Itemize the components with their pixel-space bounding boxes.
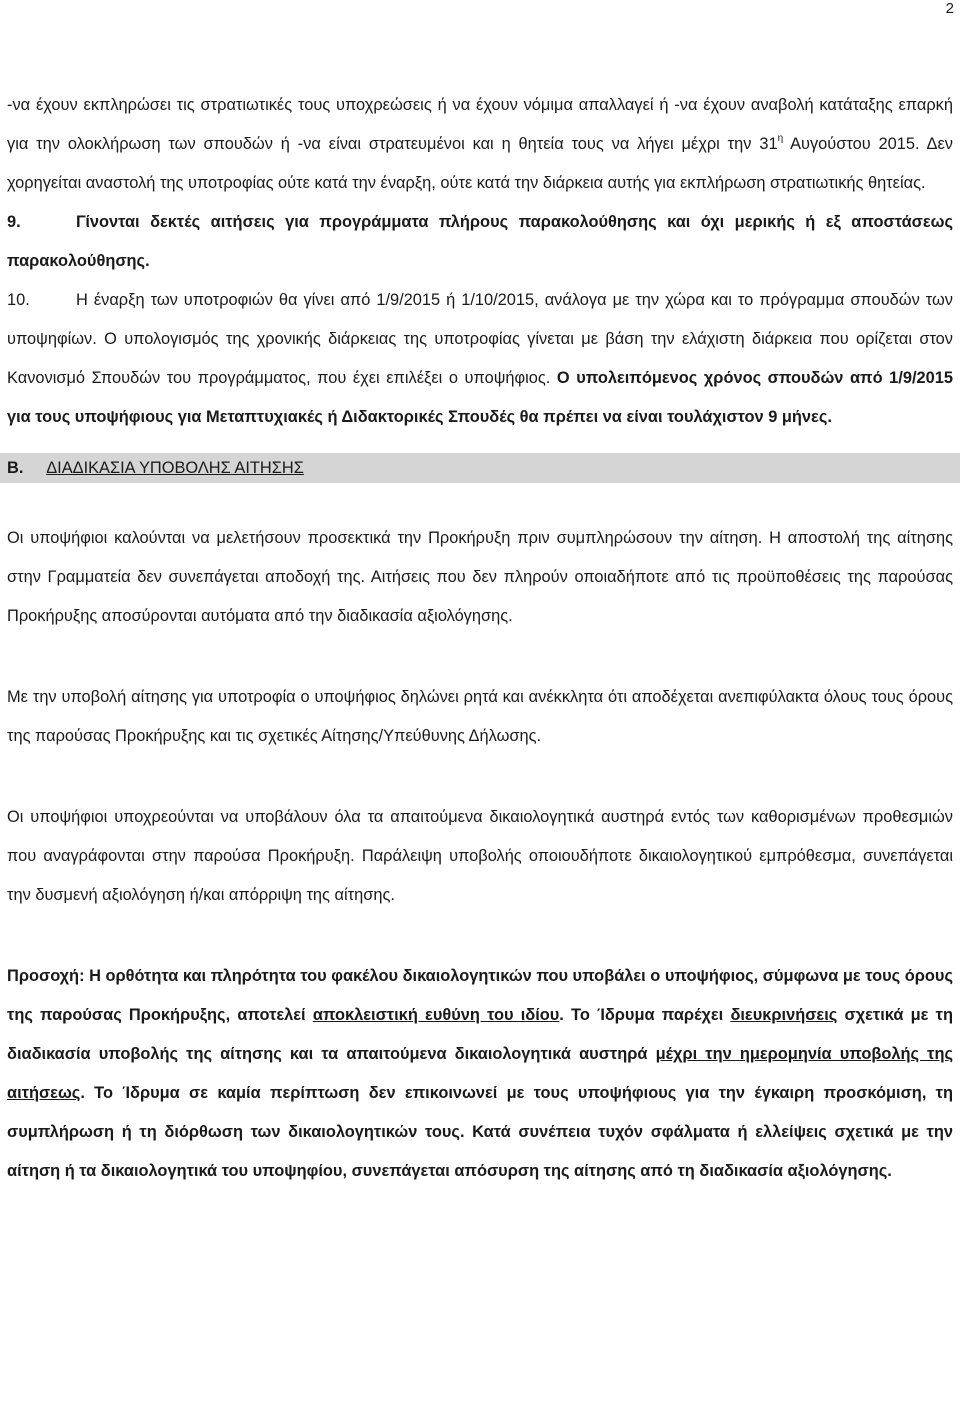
page-number: 2 (945, 0, 954, 17)
document-body (7, 86, 953, 1191)
item-10-bold-text: Ο υπολειπόμενος χρόνος σπουδών από 1/9/2015 για τους υποψήφιους για Μεταπτυχιακές ή Διδακτορικές Σπουδές θα πρέπει να είναι τουλάχιστον 9 μήνες. (7, 369, 953, 426)
section-b-letter: B. (7, 459, 24, 477)
item-9-text: Γίνονται δεκτές αιτήσεις για προγράμματα πλήρους παρακολούθησης και όχι μερικής ή εξ αποστάσεως παρακολούθησης. (7, 213, 953, 270)
attention-underline-1: αποκλειστική ευθύνη του ιδίου (312, 1006, 560, 1024)
attention-paragraph (7, 957, 953, 1191)
section-b-title: ΔΙΑΔΙΚΑΣΙΑ ΥΠΟΒΟΛΗΣ ΑΙΤΗΣΗΣ (46, 459, 304, 477)
military-obligations-paragraph (7, 86, 953, 203)
attention-text-3: σχετικά με τη διαδικασία υποβολής της αίτησης και τα απαιτούμενα δικαιολογητικά αυστηρά (7, 1006, 953, 1063)
attention-underline-2: διευκρινήσεις (730, 1006, 838, 1024)
review-paragraph: Οι υποψήφιοι καλούνται να μελετήσουν προσεκτικά την Προκήρυξη πριν συμπληρώσουν την αίτηση. Η αποστολή της αίτησης στην Γραμματεία δεν συνεπάγεται αποδοχή της. Αιτήσεις που δεν πληρούν οποιαδήποτε από τις προϋποθέσεις της παρούσας Προκήρυξης αποσύρονται αυτόματα από την διαδικασία αξιολόγησης. (7, 529, 953, 625)
spacer (7, 915, 953, 957)
military-text-a: -να έχουν εκπληρώσει τις στρατιωτικές τους υποχρεώσεις ή να έχουν νόμιμα απαλλαγεί ή -να έχουν αναβολή κατάταξης επαρκή για την ολοκλήρωση των σπουδών ή -να είναι στρατευμένοι και η θητεία τους να λήγει μέχρι την 31 (7, 96, 953, 153)
ordinal-superscript: η (777, 132, 784, 144)
item-10-text: Η έναρξη των υποτροφιών θα γίνει από 1/9/2015 ή 1/10/2015, ανάλογα με την χώρα και το πρόγραμμα σπουδών των υποψηφίων. Ο υπολογισμός της χρονικής διάρκειας της υποτροφίας γίνεται με βάση την ελάχιστη διάρκεια που ορίζεται στον Κανονισμό Σπουδών του προγράμματος, που έχει επιλέξει ο υποψήφιος. (7, 291, 953, 387)
military-text-b: Αυγούστου 2015. Δεν χορηγείται αναστολή της υποτροφίας ούτε κατά την έναρξη, ούτε κατά την διάρκεια αυτής για εκπλήρωση στρατιωτικής θητείας. (7, 135, 953, 192)
item-10-number: 10. (7, 291, 30, 309)
spacer (7, 636, 953, 678)
attention-text-1: Προσοχή: Η ορθότητα και πληρότητα του φακέλου δικαιολογητικών που υποβάλει ο υποψήφιος, σύμφωνα με τους όρους της παρούσας Προκήρυξης, αποτελεί (7, 967, 953, 1024)
section-b-header (0, 453, 960, 483)
attention-text-2: . Το Ίδρυμα παρέχει (559, 1006, 731, 1024)
documents-paragraph: Οι υποψήφιοι υποχρεούνται να υποβάλουν όλα τα απαιτούμενα δικαιολογητικά αυστηρά εντός των καθορισμένων προθεσμιών που αναγράφονται στην παρούσα Προκήρυξη. Παράλειψη υποβολής οποιουδήποτε δικαιολογητικού εμπρόθεσμα, συνεπάγεται την δυσμενή αξιολόγηση ή/και απόρριψη της αίτησης. (7, 808, 953, 904)
spacer (7, 756, 953, 798)
item-9-number: 9. (7, 213, 21, 231)
item-10 (7, 281, 953, 437)
declaration-paragraph: Με την υποβολή αίτησης για υποτροφία ο υποψήφιος δηλώνει ρητά και ανέκκλητα ότι αποδέχεται ανεπιφύλακτα όλους τους όρους της παρούσας Προκήρυξης και τις σχετικές Αίτησης/Υπεύθυνης Δήλωσης. (7, 688, 953, 745)
attention-underline-3: μέχρι την ημερομηνία υποβολής της αιτήσεως (7, 1045, 953, 1102)
attention-text-4: . Το Ίδρυμα σε καμία περίπτωση δεν επικοινωνεί με τους υποψήφιους για την έγκαιρη προσκόμιση, τη συμπλήρωση ή τη διόρθωση των δικαιολογητικών τους. Κατά συνέπεια τυχόν σφάλματα ή ελλείψεις σχετικά με την αίτηση ή τα δικαιολογητικά του υποψηφίου, συνεπάγεται απόσυρση της αίτησης από τη διαδικασία αξιολόγησης. (7, 1084, 953, 1180)
item-9 (7, 203, 953, 281)
spacer (7, 483, 953, 519)
